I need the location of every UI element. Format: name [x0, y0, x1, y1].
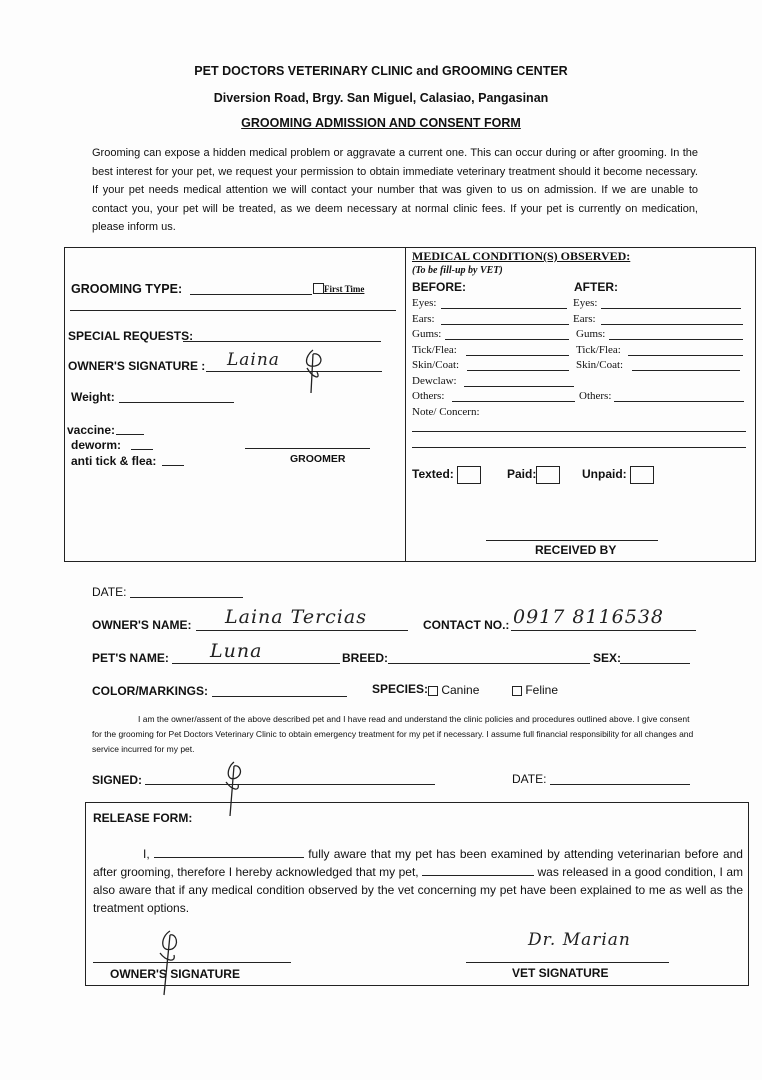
before-gums: Gums:	[412, 328, 442, 340]
groomer-line[interactable]	[245, 448, 370, 449]
contact-line[interactable]	[511, 630, 696, 631]
before-eyes: Eyes:	[412, 297, 437, 309]
special-requests-line[interactable]	[183, 341, 381, 342]
pets-name-line[interactable]	[172, 663, 340, 664]
consent-paragraph: I am the owner/assent of the above described pet and I have read and understand the clinic policies and procedures outlined above. I give consent for the grooming for Pet Doctors Veterinary Clinic to obtain emergency treatment for my pet if necessary. I assume full financial responsibility for all changes and service incurred for my pet.	[92, 714, 694, 754]
owner-signature-line[interactable]	[206, 371, 382, 372]
contact-label: CONTACT NO.:	[423, 618, 510, 632]
breed-line[interactable]	[388, 663, 590, 664]
after-label: AFTER:	[574, 280, 618, 294]
form-title: GROOMING ADMISSION AND CONSENT FORM	[241, 116, 521, 130]
unpaid-text: Unpaid:	[582, 467, 627, 482]
paid-text: Paid:	[507, 467, 537, 482]
paid-label	[507, 466, 560, 484]
deworm-line[interactable]	[131, 449, 153, 450]
after-others-line[interactable]	[614, 401, 744, 402]
first-time-checkbox[interactable]	[313, 283, 324, 294]
vet-sig-line[interactable]	[466, 962, 669, 963]
after-eyes: Eyes:	[573, 297, 598, 309]
before-ears: Ears:	[412, 313, 435, 325]
vet-signature-value: Dr. Marian	[528, 930, 631, 950]
after-tick-line[interactable]	[628, 355, 743, 356]
signed-line[interactable]	[145, 784, 435, 785]
pets-name-label: PET'S NAME:	[92, 651, 169, 665]
grooming-type-line[interactable]	[190, 294, 312, 295]
sex-line[interactable]	[620, 663, 690, 664]
received-by-line[interactable]	[486, 540, 658, 541]
note-line-1[interactable]	[412, 431, 746, 432]
owners-name-line[interactable]	[196, 630, 408, 631]
clinic-name: PET DOCTORS VETERINARY CLINIC and GROOMING CENTER	[194, 64, 568, 78]
release-owner-blank[interactable]	[154, 857, 304, 858]
release-owner-scribble-icon	[150, 925, 190, 1001]
signature-scribble-icon	[295, 338, 335, 398]
before-tick: Tick/Flea:	[412, 344, 457, 356]
before-dewclaw-line[interactable]	[464, 386, 574, 387]
grooming-type-line-2[interactable]	[70, 310, 396, 311]
unpaid-label	[582, 466, 654, 484]
texted-text: Texted:	[412, 467, 454, 482]
special-requests-label: SPECIAL REQUESTS:	[68, 329, 194, 343]
anti-tick-label: anti tick & flea:	[71, 454, 157, 468]
before-others: Others:	[412, 390, 445, 402]
before-eyes-line[interactable]	[441, 308, 567, 309]
weight-label: Weight:	[71, 390, 115, 404]
release-owner-sig-line[interactable]	[93, 962, 291, 963]
medical-title: MEDICAL CONDITION(S) OBSERVED:	[412, 249, 631, 263]
feline-checkbox[interactable]	[512, 686, 522, 696]
color-line[interactable]	[212, 696, 347, 697]
breed-label: BREED:	[342, 651, 389, 665]
sex-label: SEX:	[593, 651, 622, 665]
release-paragraph	[93, 845, 743, 917]
first-time-label: First Time	[324, 284, 365, 294]
after-skin-line[interactable]	[632, 370, 740, 371]
note-concern-label: Note/ Concern:	[412, 406, 480, 418]
paid-checkbox[interactable]	[536, 466, 560, 484]
before-label: BEFORE:	[412, 280, 466, 294]
feline-option[interactable]	[512, 683, 558, 697]
signed-label: SIGNED:	[92, 773, 143, 787]
owners-name-label: OWNER'S NAME:	[92, 618, 192, 632]
vaccine-line[interactable]	[116, 434, 144, 435]
after-ears: Ears:	[573, 313, 596, 325]
canine-label: Canine	[441, 683, 480, 697]
after-gums: Gums:	[576, 328, 606, 340]
vet-sig-label: VET SIGNATURE	[512, 966, 609, 980]
before-gums-line[interactable]	[445, 339, 569, 340]
owners-name-value: Laina Tercias	[225, 606, 367, 628]
before-dewclaw: Dewclaw:	[412, 375, 457, 387]
after-others: Others:	[579, 390, 612, 402]
texted-label	[412, 466, 481, 484]
release-title: RELEASE FORM:	[93, 811, 193, 825]
after-tick: Tick/Flea:	[576, 344, 621, 356]
signed-date-label: DATE:	[512, 772, 547, 786]
clinic-address: Diversion Road, Brgy. San Miguel, Calasiao, Pangasinan	[213, 91, 549, 105]
weight-line[interactable]	[119, 402, 234, 403]
release-text-b: fully aware that my pet has been examined by attending veterinarian before and after grooming, therefore I hereby acknowledged that my pet,	[93, 847, 743, 879]
before-others-line[interactable]	[452, 401, 575, 402]
after-ears-line[interactable]	[601, 324, 743, 325]
received-by-label: RECEIVED BY	[535, 543, 617, 557]
deworm-label: deworm:	[71, 438, 122, 452]
contact-value: 0917 8116538	[513, 606, 665, 628]
note-line-2[interactable]	[412, 447, 746, 448]
after-gums-line[interactable]	[609, 339, 743, 340]
species-label: SPECIES:	[372, 682, 429, 696]
vaccine-label: vaccine:	[67, 423, 116, 437]
after-eyes-line[interactable]	[601, 308, 741, 309]
date-label: DATE:	[92, 585, 127, 599]
anti-tick-line[interactable]	[162, 465, 184, 466]
color-label: COLOR/MARKINGS:	[92, 684, 208, 698]
feline-label: Feline	[525, 683, 559, 697]
box-divider	[405, 247, 406, 561]
after-skin: Skin/Coat:	[576, 359, 624, 371]
before-skin: Skin/Coat:	[412, 359, 460, 371]
release-text-a: I,	[143, 847, 150, 861]
before-tick-line[interactable]	[466, 355, 569, 356]
unpaid-checkbox[interactable]	[630, 466, 654, 484]
medical-subtitle: (To be fill-up by VET)	[412, 265, 503, 276]
signed-date-line[interactable]	[550, 784, 690, 785]
grooming-type-label: GROOMING TYPE:	[71, 282, 183, 296]
canine-option[interactable]	[428, 683, 479, 697]
date-line[interactable]	[130, 597, 243, 598]
before-ears-line[interactable]	[441, 324, 569, 325]
owner-signature-value: Laina	[227, 350, 280, 370]
release-pet-blank[interactable]	[422, 875, 534, 876]
release-text-c: was released in a good condition, I am also aware that if any medical condition observed by the vet concerning my pet have been explained to me as well as the treatment options.	[93, 865, 743, 915]
release-owner-sig-label: OWNER'S SIGNATURE	[110, 967, 240, 981]
canine-checkbox[interactable]	[428, 686, 438, 696]
groomer-label: GROOMER	[290, 453, 346, 465]
intro-paragraph: Grooming can expose a hidden medical problem or aggravate a current one. This can occur during or after grooming. In the best interest for your pet, we request your permission to obtain immediate veterinary treatment should it become necessary. If your pet needs medical attention we will contact your number that was given to us on admission. If we are unable to contact you, your pet will be treated, as we deem necessary at normal clinic fees. If your pet is currently on medication, please inform us.	[92, 147, 698, 233]
owner-signature-label: OWNER'S SIGNATURE :	[68, 359, 206, 373]
texted-checkbox[interactable]	[457, 466, 481, 484]
before-skin-line[interactable]	[467, 370, 569, 371]
pets-name-value: Luna	[210, 640, 263, 662]
